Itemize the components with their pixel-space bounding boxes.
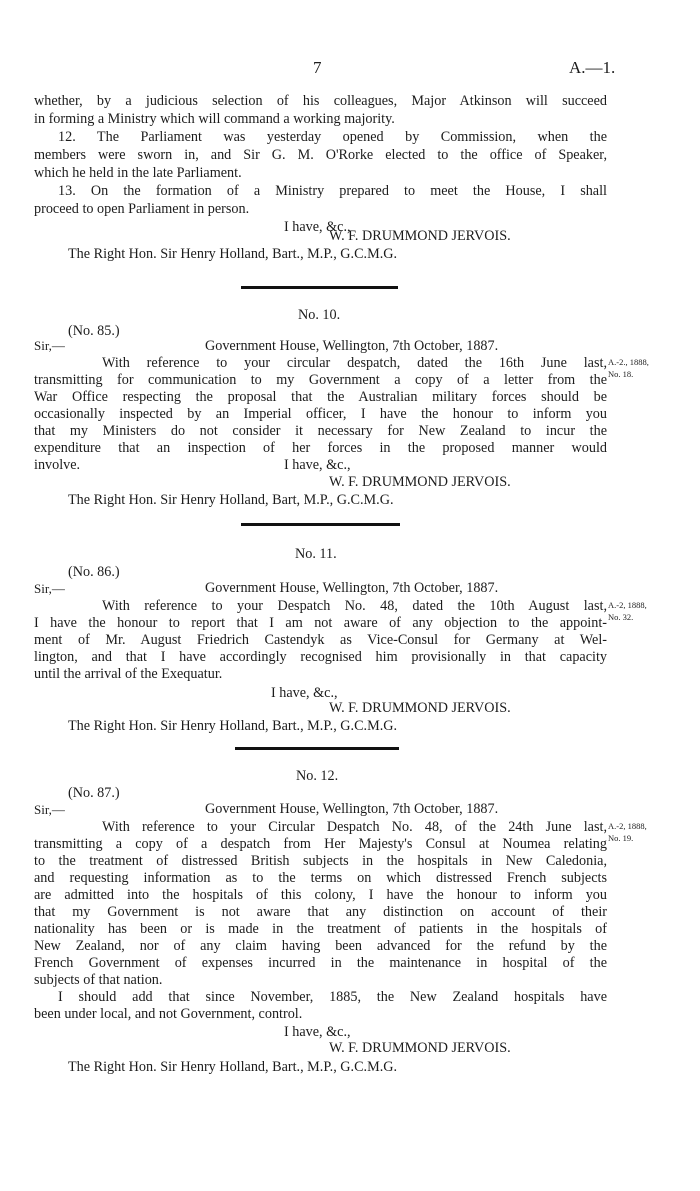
paragraph-line: ment of Mr. August Friedrich Castendyk as Vice-Consul for Germany at Wel- (34, 632, 607, 648)
paragraph-line: that my Government is not aware that any distinction on account of their (34, 904, 607, 920)
closing: I have, &c., (271, 685, 338, 701)
margin-note-line: A.-2, 1888, (608, 821, 647, 831)
margin-note-line: No. 32. (608, 612, 634, 622)
paragraph-line: in forming a Ministry which will command a working majority. (34, 111, 395, 127)
place-date: Government House, Wellington, 7th October, 1887. (205, 801, 499, 817)
margin-note-line: No. 19. (608, 833, 634, 843)
closing: I have, &c., (284, 219, 351, 235)
despatch-title: No. 11. (295, 546, 337, 562)
paragraph-line: until the arrival of the Exequatur. (34, 666, 223, 682)
paragraph-line: With reference to your Despatch No. 48, dated the 10th August last, (102, 598, 607, 614)
paragraph-line: War Office respecting the proposal that the Australian military forces should be (34, 389, 607, 405)
paragraph-line: 13. On the formation of a Ministry prepared to meet the House, I shall (58, 183, 607, 199)
paragraph-line: French Government of expenses incurred in the maintenance in hospital of the (34, 955, 607, 971)
signature: W. F. DRUMMOND JERVOIS. (329, 1040, 511, 1056)
section-divider (235, 747, 399, 750)
paragraph-line: transmitting for communication to my Government a copy of a letter from the (34, 372, 607, 388)
salutation: Sir,— (34, 802, 65, 817)
despatch-number: (No. 86.) (68, 564, 120, 580)
section-divider (241, 286, 398, 289)
paragraph-line: are admitted into the hospitals of this colony, I have the honour to inform you (34, 887, 607, 903)
signature: W. F. DRUMMOND JERVOIS. (329, 700, 511, 716)
margin-note-line: A.-2, 1888, (608, 600, 647, 610)
margin-note-line: A.-2., 1888, (608, 357, 649, 367)
salutation: Sir,— (34, 338, 65, 353)
paragraph-line: and requesting information as to the terms on which distressed French subjects (34, 870, 607, 886)
paragraph-line: I have the honour to report that I am not aware of any objection to the appoint- (34, 615, 607, 631)
closing: I have, &c., (284, 457, 351, 473)
paragraph-line: whether, by a judicious selection of his colleagues, Major Atkinson will succeed (34, 93, 607, 109)
paragraph-line: been under local, and not Government, control. (34, 1006, 303, 1022)
section-divider (241, 523, 400, 526)
addressee: The Right Hon. Sir Henry Holland, Bart., M.P., G.C.M.G. (68, 1059, 398, 1075)
place-date: Government House, Wellington, 7th October, 1887. (205, 580, 499, 596)
paragraph-line: New Zealand, nor of any claim having been advanced for the refund by the (34, 938, 607, 954)
paragraph-line: With reference to your circular despatch, dated the 16th June last, (102, 355, 607, 371)
paragraph-line: to the treatment of distressed British subjects in the hospitals in New Caledonia, (34, 853, 607, 869)
salutation: Sir,— (34, 581, 65, 596)
despatch-title: No. 12. (296, 768, 339, 784)
paragraph-line: nationality has been or is made in the treatment of patients in the hospitals of (34, 921, 607, 937)
paragraph-line: proceed to open Parliament in person. (34, 201, 250, 217)
document-reference: A.—1. (569, 58, 616, 77)
page-number: 7 (313, 58, 322, 77)
paragraph-line: transmitting a copy of a despatch from Her Majesty's Consul at Noumea relating (34, 836, 607, 852)
paragraph-line: lington, and that I have accordingly recognised him provisionally in that capacity (34, 649, 607, 665)
signature: W. F. DRUMMOND JERVOIS. (329, 228, 511, 244)
addressee: The Right Hon. Sir Henry Holland, Bart, M.P., G.C.M.G. (68, 492, 394, 508)
paragraph-line: subjects of that nation. (34, 972, 163, 988)
signature: W. F. DRUMMOND JERVOIS. (329, 474, 511, 490)
paragraph-line: members were sworn in, and Sir G. M. O'Rorke elected to the office of Speaker, (34, 147, 607, 163)
closing: I have, &c., (284, 1024, 351, 1040)
paragraph-line: which he held in the late Parliament. (34, 165, 242, 181)
despatch-number: (No. 85.) (68, 323, 120, 339)
despatch-number: (No. 87.) (68, 785, 120, 801)
paragraph-line: 12. The Parliament was yesterday opened by Commission, when the (58, 129, 607, 145)
addressee: The Right Hon. Sir Henry Holland, Bart., M.P., G.C.M.G. (68, 718, 398, 734)
addressee: The Right Hon. Sir Henry Holland, Bart., M.P., G.C.M.G. (68, 246, 398, 262)
paragraph-line: expenditure that an inspection of her forces in the proposed manner would (34, 440, 607, 456)
paragraph-line: occasionally inspected by an Imperial officer, I have the honour to inform you (34, 406, 607, 422)
paragraph-line: involve. (34, 457, 81, 473)
paragraph-line: With reference to your Circular Despatch No. 48, of the 24th June last, (102, 819, 607, 835)
despatch-title: No. 10. (298, 307, 341, 323)
paragraph-line: that my Ministers do not consider it necessary for New Zealand to incur the (34, 423, 607, 439)
margin-note-line: No. 18. (608, 369, 634, 379)
place-date: Government House, Wellington, 7th October, 1887. (205, 338, 499, 354)
paragraph-line: I should add that since November, 1885, the New Zealand hospitals have (58, 989, 607, 1005)
